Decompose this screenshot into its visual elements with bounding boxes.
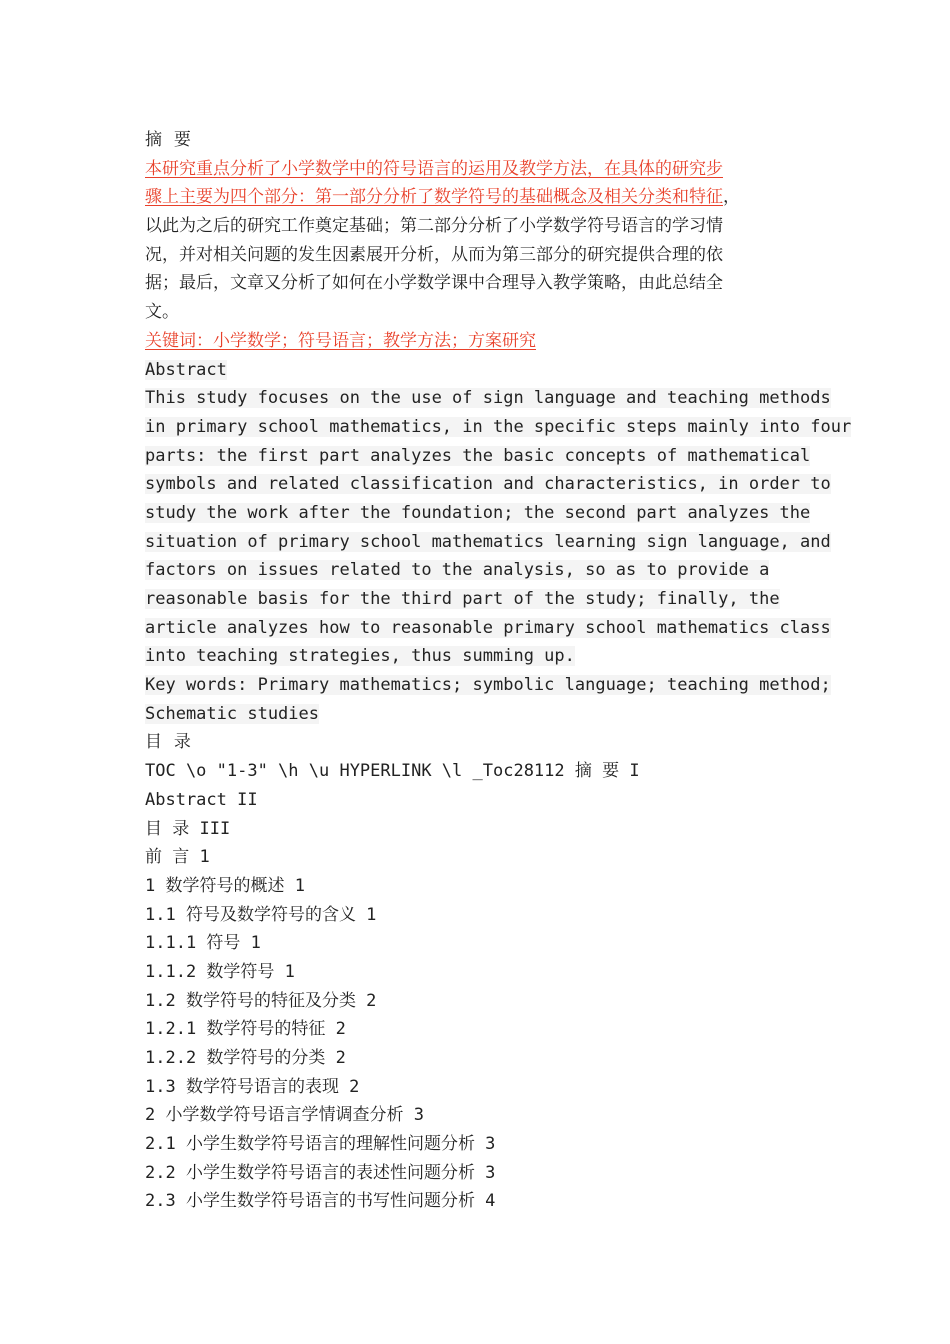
toc-entry[interactable]: 1.2.1 数学符号的特征 2	[145, 1019, 346, 1040]
abstract-en-keywords-line	[145, 700, 820, 729]
toc-entry[interactable]: 2.2 小学生数学符号语言的表述性问题分析 3	[145, 1162, 496, 1183]
abstract-cn-highlight-line	[145, 155, 820, 184]
abstract-en-body-line	[145, 585, 820, 614]
abstract-en-body-text: This study focuses on the use of sign language and teaching methods	[145, 388, 831, 409]
abstract-cn-body-line: 文。	[145, 302, 179, 323]
abstract-cn-highlight-text: 本研究重点分析了小学数学中的符号语言的运用及教学方法，在具体的研究步	[145, 158, 723, 179]
toc-entry[interactable]: 2.1 小学生数学符号语言的理解性问题分析 3	[145, 1134, 496, 1155]
abstract-en-body-text: situation of primary school mathematics learning sign language, and	[145, 531, 831, 552]
abstract-en-body-text: into teaching strategies, thus summing up.	[145, 646, 575, 667]
abstract-en-keywords-line	[145, 671, 831, 700]
abstract-en-body-line	[145, 642, 820, 671]
abstract-cn-body-line: 据；最后，文章又分析了如何在小学数学课中合理导入教学策略，由此总结全	[145, 273, 723, 294]
abstract-en-body-text: article analyzes how to reasonable primary school mathematics class	[145, 617, 831, 638]
abstract-cn-highlight-tail: ，	[723, 187, 740, 208]
abstract-cn-keywords-line	[145, 327, 820, 356]
document-page	[145, 126, 852, 1216]
abstract-en-body-line	[145, 442, 820, 471]
abstract-cn-heading: 摘 要	[145, 130, 192, 150]
toc-entry[interactable]: 2 小学数学符号语言学情调查分析 3	[145, 1105, 424, 1126]
abstract-en-heading	[145, 356, 820, 385]
abstract-en-body-line	[145, 413, 852, 442]
abstract-cn-highlight-text: 骤上主要为四个部分：第一部分分析了数学符号的基础概念及相关分类和特征	[145, 187, 723, 208]
toc-entry[interactable]: 1.1.2 数学符号 1	[145, 961, 295, 982]
abstract-en-body-text: reasonable basis for the third part of the study; finally, the	[145, 589, 780, 609]
toc-entry[interactable]: 1.1.1 符号 1	[145, 933, 261, 954]
toc-entry[interactable]: 1.1 符号及数学符号的含义 1	[145, 904, 377, 925]
abstract-en-body-line	[145, 528, 831, 557]
toc-entry[interactable]: 1.2 数学符号的特征及分类 2	[145, 990, 377, 1011]
toc-entry[interactable]: Abstract II	[145, 789, 258, 810]
abstract-en-body-line	[145, 384, 831, 413]
abstract-cn-body-line: 以此为之后的研究工作奠定基础；第二部分分析了小学数学符号语言的学习情	[145, 216, 723, 237]
toc-entry[interactable]: 1.2.2 数学符号的分类 2	[145, 1048, 346, 1068]
toc-entry[interactable]: 1 数学符号的概述 1	[145, 875, 305, 896]
abstract-en-body-text: factors on issues related to the analysis, so as to provide a	[145, 560, 770, 581]
toc-entry[interactable]: 前 言 1	[145, 847, 210, 868]
abstract-cn-body-line: 况，并对相关问题的发生因素展开分析，从而为第三部分的研究提供合理的依	[145, 244, 723, 265]
abstract-cn-keywords: 关键词：小学数学；符号语言；教学方法；方案研究	[145, 330, 536, 351]
abstract-en-body-line	[145, 499, 820, 528]
abstract-en-body-line	[145, 470, 831, 499]
abstract-en-body-text: in primary school mathematics, in the specific steps mainly into four	[145, 416, 852, 437]
abstract-en-keywords-text: Schematic studies	[145, 703, 319, 724]
toc-field-code: TOC \o "1-3" \h \u HYPERLINK \l _Toc28112 摘 要 I	[145, 761, 640, 782]
abstract-en-body-text: study the work after the foundation; the second part analyzes the	[145, 502, 811, 523]
toc-entry[interactable]: 1.3 数学符号语言的表现 2	[145, 1076, 360, 1097]
toc-entry[interactable]: 目 录 III	[145, 818, 231, 839]
abstract-en-body-text: parts: the first part analyzes the basic concepts of mathematical	[145, 445, 811, 466]
toc-heading: 目 录	[145, 732, 192, 753]
abstract-en-body-line	[145, 556, 820, 585]
abstract-en-body-line	[145, 614, 831, 643]
abstract-en-keywords-text: Key words: Primary mathematics; symbolic language; teaching method;	[145, 675, 831, 696]
abstract-cn-highlight-line	[145, 183, 820, 212]
abstract-en-body-text: symbols and related classification and characteristics, in order to	[145, 474, 831, 495]
abstract-en-heading-text: Abstract	[145, 359, 227, 380]
toc-entry[interactable]: 2.3 小学生数学符号语言的书写性问题分析 4	[145, 1191, 496, 1212]
